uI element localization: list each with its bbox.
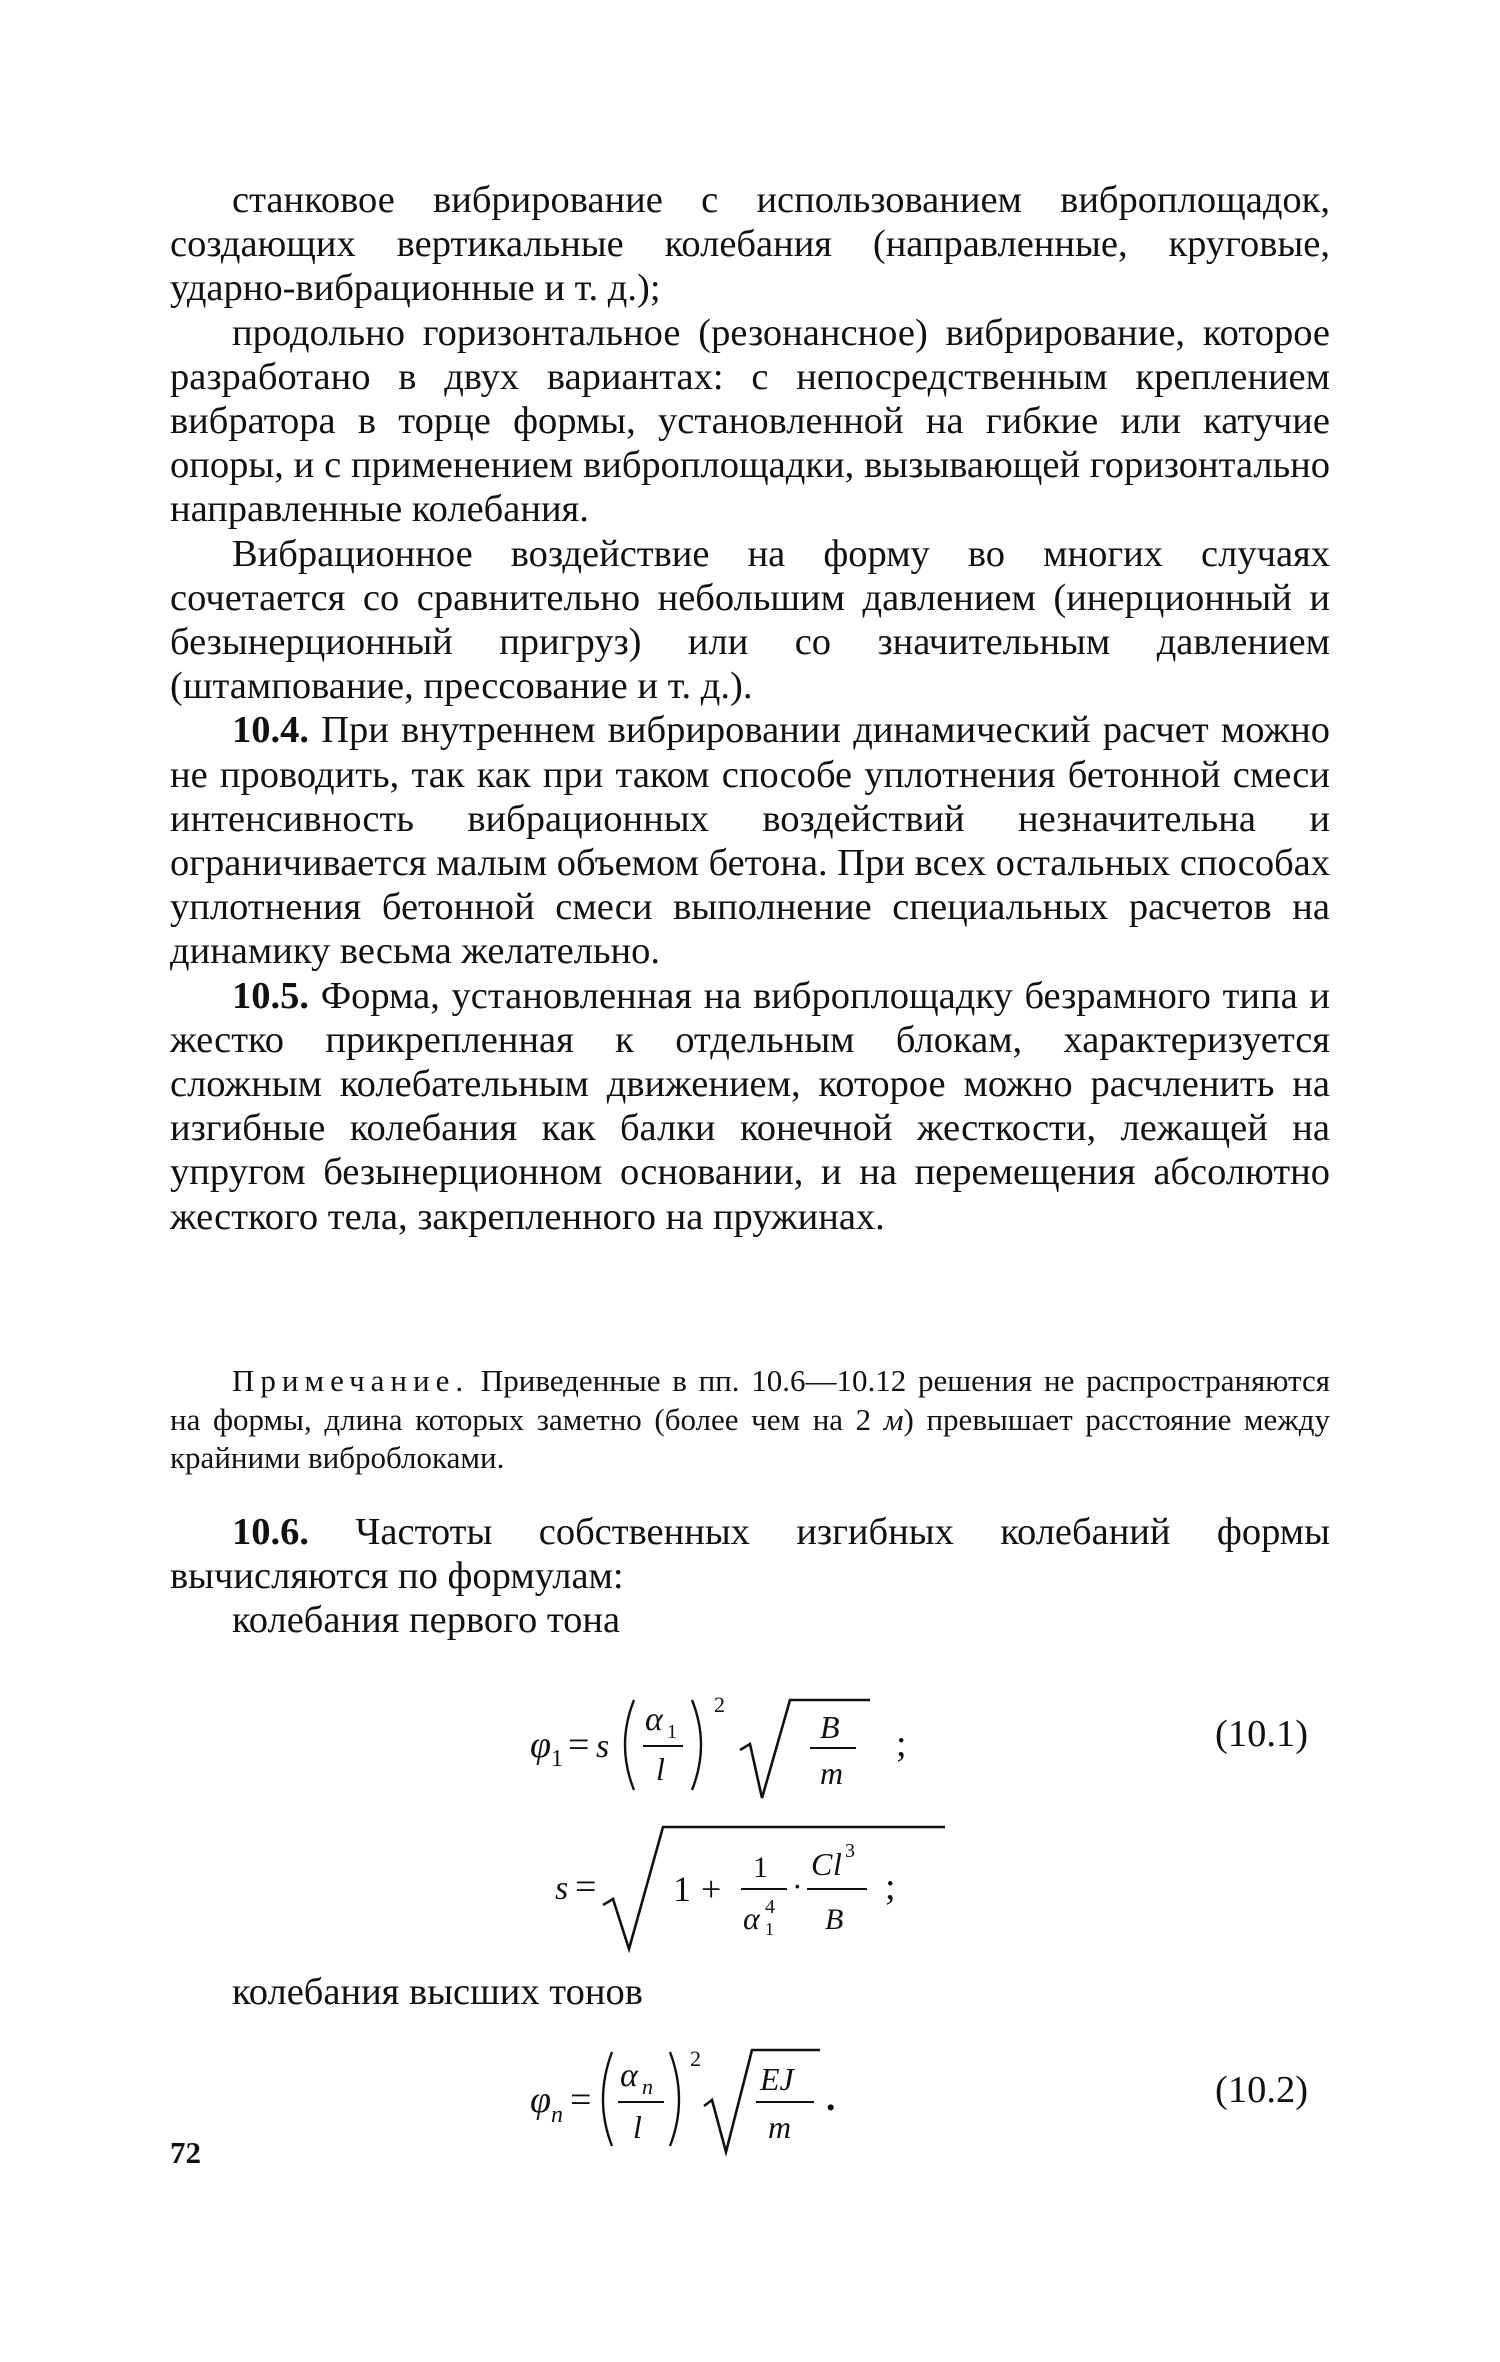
note-paragraph: Примечание. Приведенные в пп. 10.6—10.12 решения не распространяются на формы, длина которых заметно (более чем на 2 м) превышает расстояние между крайними виброблоками.	[170, 1363, 1331, 1475]
period: .	[826, 2077, 836, 2119]
one: 1	[673, 1869, 691, 1909]
higher-tones-label: колебания высших тонов	[232, 1971, 643, 2013]
right-paren	[692, 1700, 701, 1790]
equation-number-10-1: (10.1)	[1215, 1713, 1309, 1755]
s-symbol: s	[555, 1870, 569, 1907]
section-number-10-6: 10.6.	[232, 1511, 309, 1553]
section-10-6	[170, 1510, 1330, 1598]
right-paren	[670, 2052, 679, 2146]
phi-subscript: 1	[551, 1746, 563, 1772]
phi-symbol: φ	[530, 1724, 552, 1766]
alpha-symbol: α	[645, 1701, 663, 1738]
equals-sign: =	[568, 1724, 590, 1766]
paragraph-10-6: 10.6. Частоты собственных изгибных колебаний формы вычисляются по формулам:	[170, 1511, 1330, 1598]
section-number-10-4: 10.4.	[232, 709, 309, 752]
page-number: 72	[170, 2135, 201, 2170]
first-tone-label: колебания первого тона	[232, 1599, 621, 1641]
multiplication-dot: ·	[792, 1868, 803, 1904]
exponent-4: 4	[765, 1896, 775, 1918]
phi-subscript: n	[551, 2102, 563, 2128]
semicolon: ;	[896, 1723, 907, 1765]
note-unit: м	[883, 1401, 904, 1437]
paragraph-10-4: 10.4. При внутреннем вибрировании динамический расчет можно не проводить, так как при таком способе уплотнения бетонной смеси интенсивность вибрационных воздействий незначительна и ограничивается малым объемом бетона. При всех остальных способах уплотнения бетонной смеси выполнение специальных расчетов на динамику весьма желательно.	[170, 709, 1331, 973]
m-symbol: m	[768, 2109, 792, 2145]
left-paren	[625, 1700, 634, 1790]
exponent-3: 3	[845, 1840, 855, 1862]
s-symbol: s	[596, 1728, 610, 1765]
paragraph-longitudinal-vibration: продольно горизонтальное (резонансное) вибрирование, которое разработано в двух вариантах: с непосредственным креплением вибратора в торце формы, установленной на гибкие или катучие опоры, и с применением виброплощадки, вызывающей горизонтально направленные колебания.	[170, 311, 1330, 531]
exponent-2: 2	[714, 1692, 725, 1717]
note-label: Примечание.	[232, 1363, 470, 1398]
body-text	[170, 178, 1330, 1239]
equation-number-10-2: (10.2)	[1215, 2069, 1309, 2111]
alpha-subscript: n	[642, 2074, 653, 2099]
C-symbol: C	[811, 1846, 833, 1882]
equals-sign: =	[570, 2079, 592, 2121]
m-symbol: m	[820, 1755, 844, 1791]
l-symbol: l	[656, 1751, 665, 1787]
one: 1	[753, 1851, 768, 1884]
paragraph-vibration-stand: станковое вибрирование с использованием виброплощадок, создающих вертикальные колебания (направленные, круговые, ударно-вибрационные и т. д.);	[170, 179, 1330, 310]
paragraph-10-5: 10.5. Форма, установленная на виброплощадку безрамного типа и жестко прикрепленная к отдельным блокам, характеризуется сложным колебательным движением, которое можно расчленить на изгибные колебания как балки конечной жесткости, лежащей на упругом безынерционном основании, и на перемещения абсолютно жесткого тела, закрепленного на пружинах.	[170, 974, 1331, 1238]
equals-sign: =	[575, 1866, 597, 1908]
paragraph-vibration-pressure: Вибрационное воздействие на форму во многих случаях сочетается со сравнительно небольшим давлением (инерционный и безынерционный пригруз) или со значительным давлением (штампование, прессование и т. д.).	[170, 532, 1330, 708]
semicolon: ;	[885, 1866, 896, 1908]
l-symbol: l	[833, 1846, 842, 1882]
formula-10-2	[530, 2030, 950, 2160]
B-symbol: B	[820, 1709, 840, 1745]
exponent-2: 2	[690, 2046, 701, 2071]
formula-s	[555, 1815, 995, 1955]
EJ-symbol: EJ	[760, 2061, 794, 2097]
alpha-symbol: α	[620, 2057, 638, 2094]
B-symbol: B	[825, 1903, 844, 1936]
note-block	[170, 1362, 1330, 1478]
left-paren	[603, 2052, 612, 2146]
alpha-symbol: α	[743, 1900, 760, 1936]
section-number-10-5: 10.5.	[232, 974, 309, 1017]
phi-symbol: φ	[530, 2079, 552, 2121]
alpha-subscript: 1	[667, 1721, 677, 1743]
l-symbol: l	[633, 2109, 642, 2145]
plus-sign: +	[701, 1869, 722, 1909]
formula-10-1	[530, 1680, 990, 1810]
alpha-subscript: 1	[765, 1919, 774, 1939]
